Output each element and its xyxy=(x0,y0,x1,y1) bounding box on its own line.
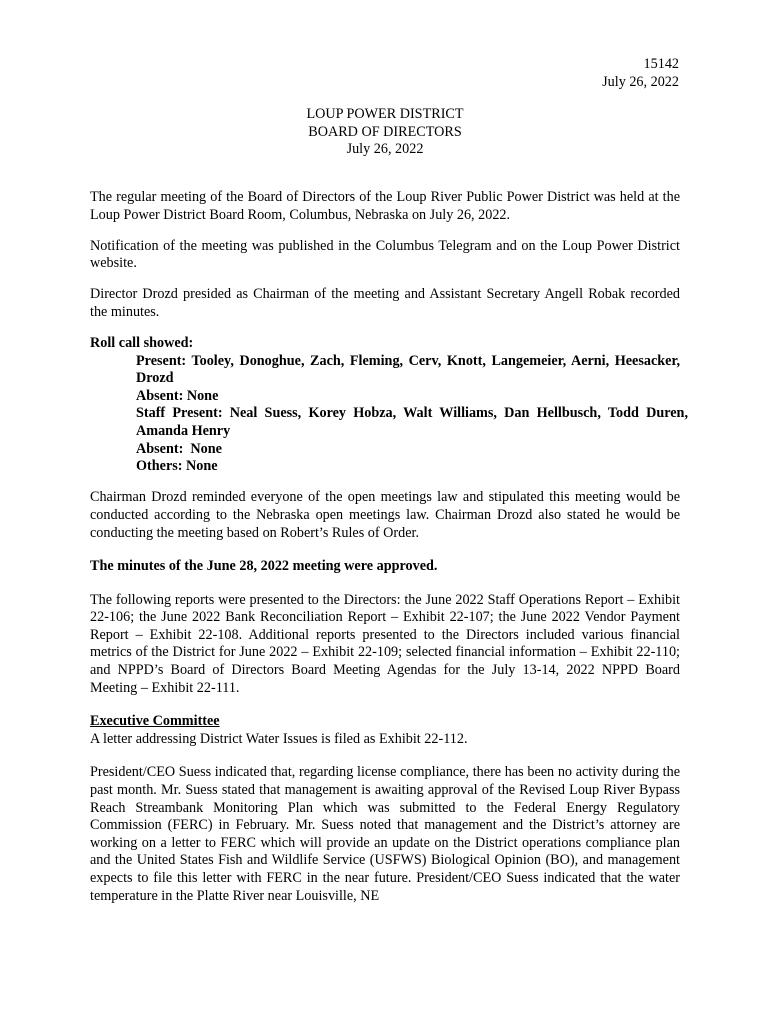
roll-call-staff-present: Staff Present: Neal Suess, Korey Hobza, Walt Williams, Dan Hellbusch, Todd Duren, Amanda Henry xyxy=(136,405,688,440)
executive-committee-letter: A letter addressing District Water Issues is filed as Exhibit 22-112. xyxy=(90,730,468,747)
executive-committee-paragraph: President/CEO Suess indicated that, regarding license compliance, there has been no activity during the past month. Mr. Suess stated that management is awaiting approval of the Revised Loup River Bypass Reach Streambank Monitoring Plan which was submitted to the Federal Energy Regulatory Commission (FERC) in February. Mr. Suess noted that management and the District’s attorney are working on a letter to FERC which will provide an update on the District operations compliance plan and the United States Fish and Wildlife Service (USFWS) Biological Opinion (BO), and management expects to file this letter with FERC in the near future. President/CEO Suess indicated that the water temperature in the Platte River near Louisville, NE xyxy=(90,764,680,904)
intro-paragraph: The regular meeting of the Board of Directors of the Loup River Public Power District was held at the Loup Power District Board Room, Columbus, Nebraska on July 26, 2022. xyxy=(90,189,680,223)
executive-committee-section xyxy=(90,713,680,905)
open-meetings-paragraph: Chairman Drozd reminded everyone of the open meetings law and stipulated this meeting would be conducted according to the Nebraska open meetings law. Chairman Drozd also stated he would be conducting the meeting based on Robert’s Rules of Order. xyxy=(90,489,680,541)
document-title xyxy=(0,106,770,159)
roll-call-staff-absent: Absent: None xyxy=(136,440,222,457)
minutes-approved: The minutes of the June 28, 2022 meeting were approved. xyxy=(90,558,438,575)
title-organization: LOUP POWER DISTRICT xyxy=(306,106,464,122)
minutes-body xyxy=(90,189,688,905)
notification-paragraph: Notification of the meeting was published in the Columbus Telegram and on the Loup Power District website. xyxy=(90,237,680,272)
roll-call-section xyxy=(90,335,688,476)
roll-call-present: Present: Tooley, Donoghue, Zach, Fleming, Cerv, Knott, Langemeier, Aerni, Heesacker, Drozd xyxy=(136,352,680,387)
roll-call-heading: Roll call showed: xyxy=(90,335,194,352)
roll-call-others: Others: None xyxy=(136,458,218,475)
title-board: BOARD OF DIRECTORS xyxy=(308,123,462,140)
document-number: 15142 xyxy=(643,56,679,72)
executive-committee-heading: Executive Committee xyxy=(90,713,220,730)
chairman-paragraph: Director Drozd presided as Chairman of the meeting and Assistant Secretary Angell Robak recorded the minutes. xyxy=(90,286,680,320)
header-date: July 26, 2022 xyxy=(602,73,679,90)
document-header xyxy=(602,56,679,91)
reports-paragraph: The following reports were presented to the Directors: the June 2022 Staff Operations Report – Exhibit 22-106; the June 2022 Bank Reconciliation Report – Exhibit 22-107; the June 2022 Vendor Payment Report – Exhibit 22-108. Additional reports presented to the Directors included various financial metrics of the District for June 2022 – Exhibit 22-109; selected financial information – Exhibit 22-110; and NPPD’s Board of Directors Board Meeting Agendas for the July 13-14, 2022 NPPD Board Meeting – Exhibit 22-111. xyxy=(90,591,680,696)
roll-call-absent: Absent: None xyxy=(136,387,219,404)
title-date: July 26, 2022 xyxy=(346,141,424,158)
